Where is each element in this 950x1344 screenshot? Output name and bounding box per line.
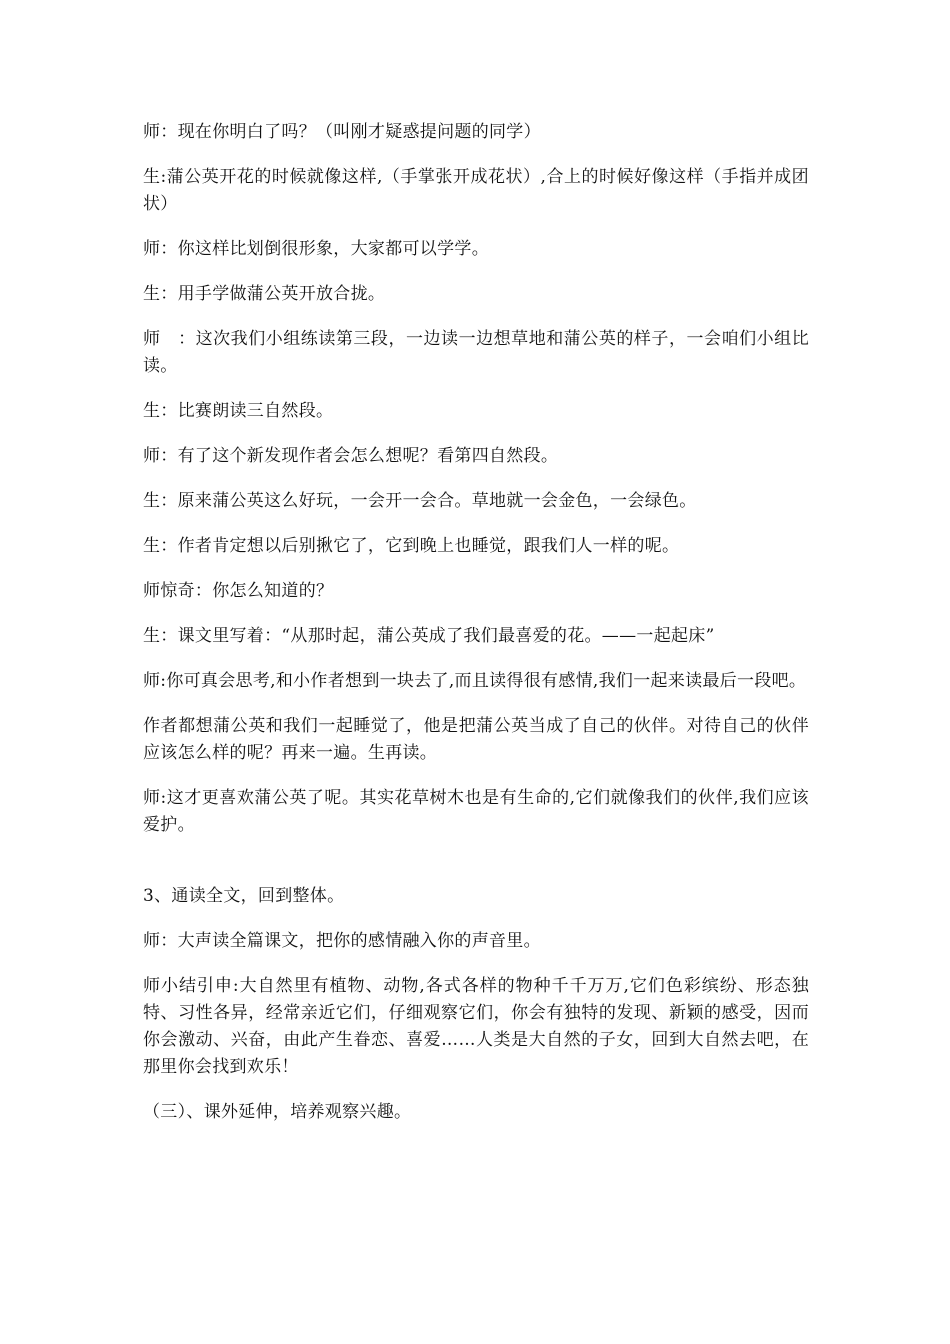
section-heading-3: 3、通读全文，回到整体。 — [143, 886, 345, 906]
paragraph-14: 师:这才更喜欢蒲公英了呢。其实花草树木也是有生命的,它们就像我们的伙伴,我们应该爱护。 — [143, 788, 809, 835]
paragraph-4: 生：用手学做蒲公英开放合拢。 — [143, 284, 386, 304]
paragraph-5: 师 ：这次我们小组练读第三段，一边读一边想草地和蒲公英的样子，一会咱们小组比读。 — [143, 329, 809, 376]
paragraph-17: 师小结引申:大自然里有植物、动物,各式各样的物种千千万万,它们色彩缤纷、形态独特、习性各异，经常亲近它们，仔细观察它们，你会有独特的发现、新颖的感受，因而你会激动、兴奋，由此产生眷恋、喜爱……人类是大自然的子女，回到大自然去吧，在那里你会找到欢乐！ — [143, 976, 809, 1077]
paragraph-3: 师：你这样比划倒很形象，大家都可以学学。 — [143, 239, 489, 259]
paragraph-11: 生：课文里写着：“从那时起，蒲公英成了我们最喜爱的花。——一起起床” — [143, 626, 715, 646]
paragraph-8: 生：原来蒲公英这么好玩，一会开一会合。草地就一会金色，一会绿色。 — [143, 491, 697, 511]
paragraph-16: 师：大声读全篇课文，把你的感情融入你的声音里。 — [143, 931, 541, 951]
paragraph-7: 师：有了这个新发现作者会怎么想呢？看第四自然段。 — [143, 446, 559, 466]
paragraph-1: 师：现在你明白了吗？（叫刚才疑惑提问题的同学） — [143, 122, 541, 142]
paragraph-9: 生：作者肯定想以后别揪它了，它到晚上也睡觉，跟我们人一样的呢。 — [143, 536, 680, 556]
paragraph-13: 作者都想蒲公英和我们一起睡觉了，他是把蒲公英当成了自己的伙伴。对待自己的伙伴应该怎么样的呢？再来一遍。生再读。 — [143, 716, 809, 763]
paragraph-12: 师:你可真会思考,和小作者想到一块去了,而且读得很有感情,我们一起来读最后一段吧。 — [143, 671, 807, 691]
document-body — [143, 119, 809, 1144]
paragraph-2: 生:蒲公英开花的时候就像这样,（手掌张开成花状）,合上的时候好像这样（手指并成团状） — [143, 167, 809, 214]
paragraph-10: 师惊奇：你怎么知道的？ — [143, 581, 334, 601]
paragraph-6: 生：比赛朗读三自然段。 — [143, 401, 334, 421]
section-heading-part-three: （三）、课外延伸，培养观察兴趣。 — [143, 1102, 412, 1122]
